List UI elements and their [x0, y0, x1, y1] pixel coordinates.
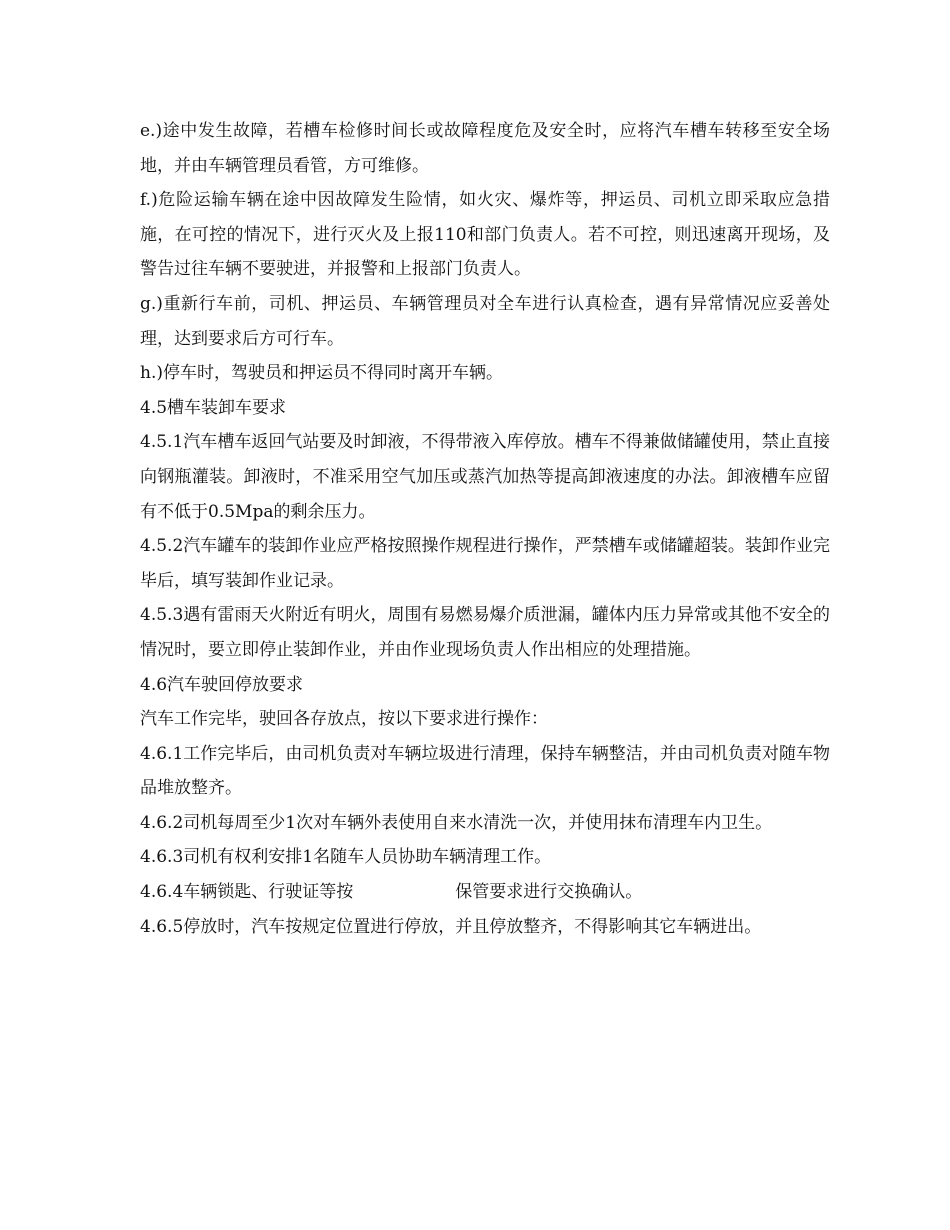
paragraph-4-6-5: 4.6.5停放时，汽车按规定位置进行停放，并且停放整齐，不得影响其它车辆进出。	[140, 916, 762, 937]
paragraph-e: e.)途中发生故障，若槽车检修时间长或故障程度危及安全时，应将汽车槽车转移至安全场地，并由车辆管理员看管，方可维修。	[140, 121, 830, 176]
paragraph-g: g.)重新行车前，司机、押运员、车辆管理员对全车进行认真检查，遇有异常情况应妥善处理，达到要求后方可行车。	[140, 293, 830, 349]
paragraph-f: f.)危险运输车辆在途中因故障发生险情，如火灾、爆炸等，押运员、司机立即采取应急措施，在可控的情况下，进行灭火及上报110和部门负责人。若不可控，则迅速离开现场，及警告过往车辆不要驶进，并报警和上报部门负责人。	[140, 190, 830, 280]
paragraph-4-6-2: 4.6.2司机每周至少1次对车辆外表使用自来水清洗一次，并使用抹布清理车内卫生。	[140, 812, 773, 833]
paragraph-h: h.)停车时，驾驶员和押运员不得同时离开车辆。	[140, 363, 503, 384]
paragraph-4-5-3: 4.5.3遇有雷雨天火附近有明火，周围有易燃易爆介质泄漏，罐体内压力异常或其他不安全的情况时，要立即停止装卸作业，并由作业现场负责人作出相应的处理措施。	[140, 605, 830, 660]
section-heading-4-5: 4.5槽车装卸车要求	[140, 397, 287, 418]
paragraph-4-5-1: 4.5.1汽车槽车返回气站要及时卸液，不得带液入库停放。槽车不得兼做储罐使用，禁止直接向钢瓶灌装。卸液时，不准采用空气加压或蒸汽加热等提高卸液速度的办法。卸液槽车应留有不低于0.5Mpa的剩余压力。	[140, 432, 830, 522]
paragraph-4-6-3: 4.6.3司机有权利安排1名随车人员协助车辆清理工作。	[140, 847, 552, 868]
paragraph-4-6-4: 4.6.4车辆锁匙、行驶证等按 保管要求进行交换确认。	[140, 882, 643, 903]
paragraph-4-6-1: 4.6.1工作完毕后，由司机负责对车辆垃圾进行清理，保持车辆整洁，并由司机负责对随车物品堆放整齐。	[140, 743, 830, 799]
section-heading-4-6: 4.6汽车驶回停放要求	[140, 674, 304, 695]
paragraph-4-6-intro: 汽车工作完毕，驶回各存放点，按以下要求进行操作：	[140, 709, 548, 730]
paragraph-4-5-2: 4.5.2汽车罐车的装卸作业应严格按照操作规程进行操作，严禁槽车或储罐超装。装卸作业完毕后，填写装卸作业记录。	[140, 536, 830, 591]
